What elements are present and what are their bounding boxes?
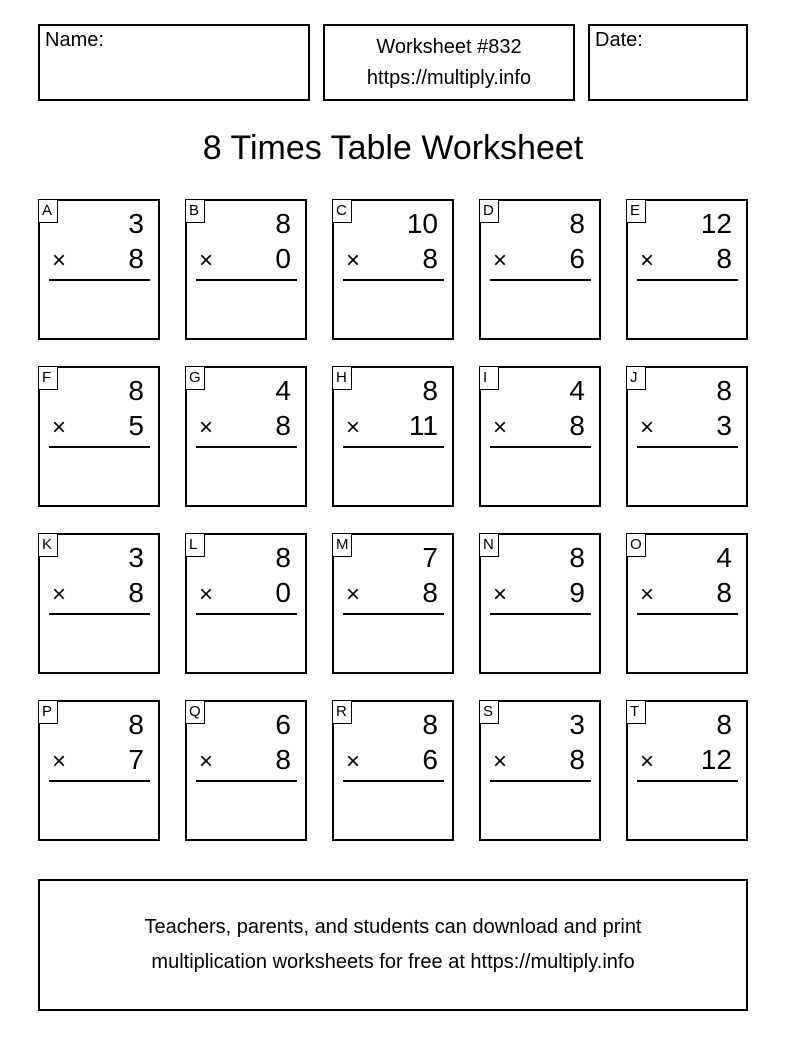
times-sign: × xyxy=(52,748,67,775)
answer-line xyxy=(490,279,591,281)
problem-label: Q xyxy=(185,700,205,724)
multiplicand: 8 xyxy=(422,375,438,406)
worksheet-number: Worksheet #832 xyxy=(376,35,522,58)
multiplier: 5 xyxy=(128,410,144,441)
multiplicand: 8 xyxy=(716,375,732,406)
times-sign: × xyxy=(640,414,655,441)
multiplicand: 3 xyxy=(128,542,144,573)
problem-label: B xyxy=(185,199,205,223)
footer-line-1: Teachers, parents, and students can download and print xyxy=(144,916,642,938)
multiplicand: 4 xyxy=(569,375,585,406)
footer-line-2: multiplication worksheets for free at https://multiply.info xyxy=(151,951,635,973)
problem-label: P xyxy=(38,700,58,724)
worksheet-info-box xyxy=(323,24,575,101)
problem-label: M xyxy=(332,533,352,557)
times-sign: × xyxy=(52,581,67,608)
multiplicand: 8 xyxy=(128,375,144,406)
problem-card[interactable] xyxy=(332,533,454,674)
multiplier: 7 xyxy=(128,744,144,775)
multiplicand: 8 xyxy=(569,542,585,573)
answer-line xyxy=(343,780,444,782)
times-sign: × xyxy=(346,581,361,608)
problem-card[interactable] xyxy=(479,533,601,674)
times-sign: × xyxy=(52,414,67,441)
problem-label: D xyxy=(479,199,499,223)
worksheet-website: https://multiply.info xyxy=(366,66,532,89)
multiplier: 8 xyxy=(128,577,144,608)
multiplicand: 10 xyxy=(406,208,438,239)
problem-label: H xyxy=(332,366,352,390)
problem-label: C xyxy=(332,199,352,223)
problem-label: T xyxy=(626,700,646,724)
page-title: 8 Times Table Worksheet xyxy=(202,129,584,167)
problem-label: F xyxy=(38,366,58,390)
multiplier: 6 xyxy=(422,744,438,775)
times-sign: × xyxy=(640,247,655,274)
problem-label: O xyxy=(626,533,646,557)
times-sign: × xyxy=(199,748,214,775)
date-field-box[interactable] xyxy=(588,24,748,101)
problem-label: J xyxy=(626,366,646,390)
problem-card[interactable] xyxy=(626,700,748,841)
footer-box xyxy=(38,879,748,1011)
multiplicand: 8 xyxy=(569,208,585,239)
times-sign: × xyxy=(346,414,361,441)
answer-line xyxy=(49,780,150,782)
problem-card[interactable] xyxy=(38,366,160,507)
problem-card[interactable] xyxy=(626,533,748,674)
answer-line xyxy=(637,780,738,782)
answer-line xyxy=(343,279,444,281)
problem-card[interactable] xyxy=(479,199,601,340)
problem-label: K xyxy=(38,533,58,557)
problem-label: I xyxy=(479,366,499,390)
answer-line xyxy=(196,780,297,782)
answer-line xyxy=(196,446,297,448)
problem-label: S xyxy=(479,700,499,724)
multiplier: 0 xyxy=(275,243,291,274)
problem-card[interactable] xyxy=(626,366,748,507)
multiplier: 8 xyxy=(716,577,732,608)
multiplicand: 8 xyxy=(275,208,291,239)
times-sign: × xyxy=(199,414,214,441)
answer-line xyxy=(343,613,444,615)
problem-card[interactable] xyxy=(479,700,601,841)
times-sign: × xyxy=(199,581,214,608)
multiplier: 8 xyxy=(128,243,144,274)
multiplier: 8 xyxy=(422,577,438,608)
times-sign: × xyxy=(493,748,508,775)
times-sign: × xyxy=(640,581,655,608)
times-sign: × xyxy=(346,247,361,274)
multiplicand: 8 xyxy=(422,709,438,740)
times-sign: × xyxy=(493,414,508,441)
date-label: Date: xyxy=(595,29,643,51)
problem-card[interactable] xyxy=(332,366,454,507)
answer-line xyxy=(637,613,738,615)
multiplier: 12 xyxy=(700,744,732,775)
problem-label: A xyxy=(38,199,58,223)
multiplier: 11 xyxy=(408,410,438,441)
multiplier: 8 xyxy=(275,744,291,775)
problem-card[interactable] xyxy=(185,700,307,841)
problem-label: L xyxy=(185,533,205,557)
multiplier: 8 xyxy=(422,243,438,274)
multiplier: 6 xyxy=(569,243,585,274)
multiplicand: 8 xyxy=(275,542,291,573)
multiplier: 8 xyxy=(716,243,732,274)
times-sign: × xyxy=(493,247,508,274)
multiplier: 8 xyxy=(569,410,585,441)
times-sign: × xyxy=(199,247,214,274)
problem-card[interactable] xyxy=(185,533,307,674)
multiplicand: 4 xyxy=(716,542,732,573)
problem-card[interactable] xyxy=(332,700,454,841)
name-field-box[interactable] xyxy=(38,24,310,101)
multiplier: 0 xyxy=(275,577,291,608)
multiplicand: 8 xyxy=(716,709,732,740)
multiplicand: 12 xyxy=(700,208,732,239)
times-sign: × xyxy=(493,581,508,608)
multiplicand: 3 xyxy=(569,709,585,740)
answer-line xyxy=(49,613,150,615)
multiplier: 9 xyxy=(569,577,585,608)
answer-line xyxy=(490,780,591,782)
multiplicand: 8 xyxy=(128,709,144,740)
multiplicand: 7 xyxy=(422,542,438,573)
answer-line xyxy=(49,279,150,281)
multiplicand: 6 xyxy=(275,709,291,740)
problem-label: E xyxy=(626,199,646,223)
problem-label: G xyxy=(185,366,205,390)
multiplicand: 3 xyxy=(128,208,144,239)
answer-line xyxy=(49,446,150,448)
multiplier: 8 xyxy=(275,410,291,441)
times-sign: × xyxy=(640,748,655,775)
problem-label: N xyxy=(479,533,499,557)
answer-line xyxy=(637,279,738,281)
answer-line xyxy=(196,613,297,615)
answer-line xyxy=(637,446,738,448)
answer-line xyxy=(490,613,591,615)
answer-line xyxy=(343,446,444,448)
multiplier: 3 xyxy=(716,410,732,441)
problem-card[interactable] xyxy=(38,700,160,841)
problem-card[interactable] xyxy=(626,199,748,340)
problem-card[interactable] xyxy=(185,366,307,507)
answer-line xyxy=(490,446,591,448)
problem-card[interactable] xyxy=(38,199,160,340)
times-sign: × xyxy=(52,247,67,274)
multiplicand: 4 xyxy=(275,375,291,406)
multiplier: 8 xyxy=(569,744,585,775)
problem-card[interactable] xyxy=(332,199,454,340)
problem-card[interactable] xyxy=(479,366,601,507)
problem-label: R xyxy=(332,700,352,724)
problem-card[interactable] xyxy=(185,199,307,340)
problem-card[interactable] xyxy=(38,533,160,674)
answer-line xyxy=(196,279,297,281)
times-sign: × xyxy=(346,748,361,775)
name-label: Name: xyxy=(45,29,104,51)
